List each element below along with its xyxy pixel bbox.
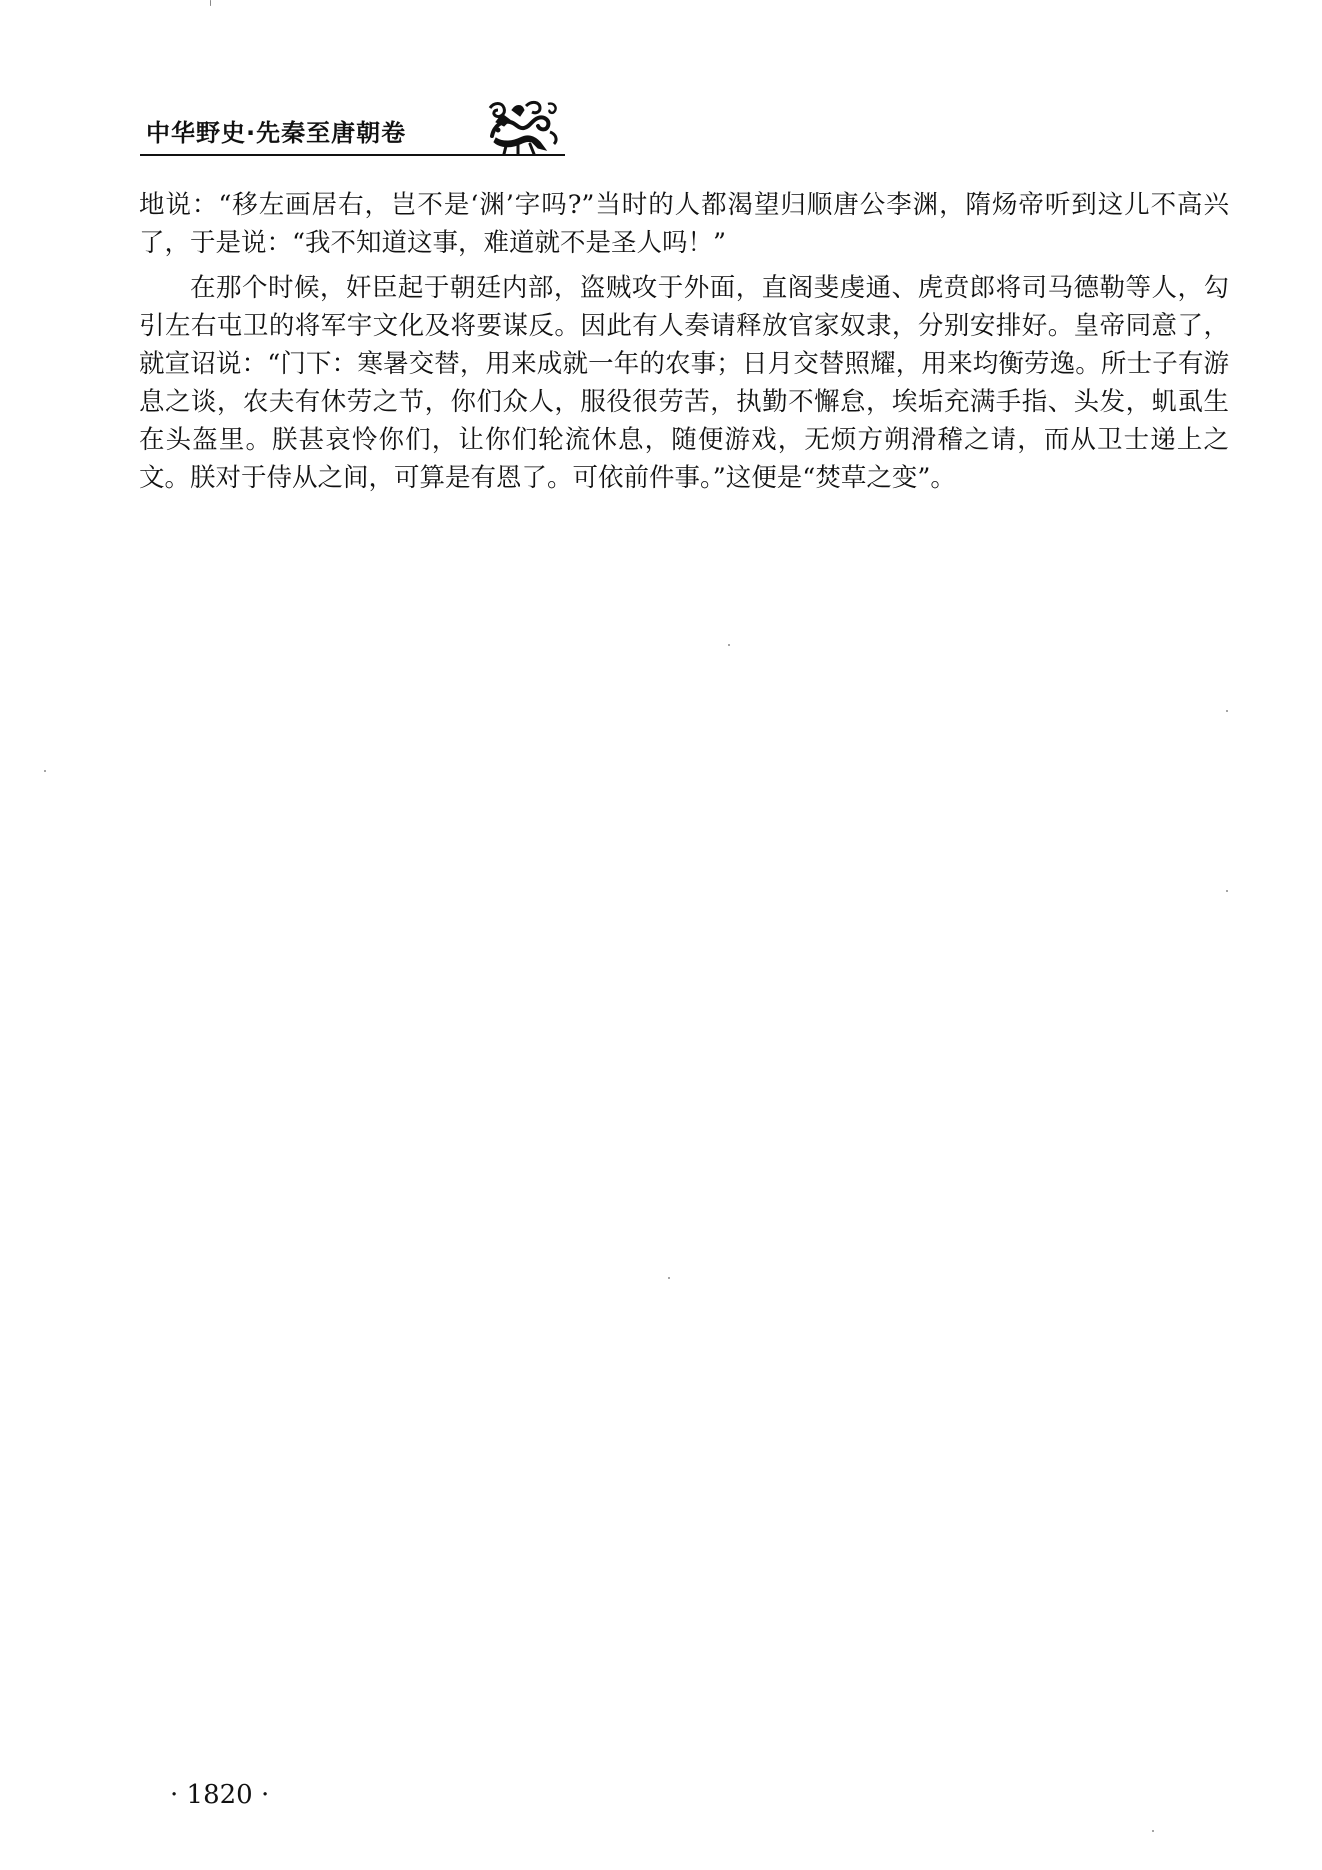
scan-speck	[1152, 1830, 1154, 1832]
scan-speck	[668, 1277, 670, 1279]
scan-speck	[728, 644, 730, 646]
scan-speck	[210, 0, 211, 6]
scan-speck	[1226, 890, 1228, 892]
header-rule	[140, 154, 565, 156]
page-number: · 1820 ·	[170, 1780, 270, 1810]
running-header	[140, 96, 580, 160]
paragraph-continued: 地说：“移左画居右，岂不是‘渊’字吗?”当时的人都渴望归顺唐公李渊，隋炀帝听到这儿不高兴了，于是说：“我不知道这事，难道就不是圣人吗！”	[139, 190, 1229, 258]
dragon-emblem-icon	[482, 96, 562, 156]
book-title: 中华野史·先秦至唐朝卷	[146, 119, 407, 147]
paragraph: 在那个时候，奸臣起于朝廷内部，盗贼攻于外面，直阁斐虔通、虎贲郎将司马德勒等人，勾引左右屯卫的将军宇文化及将要谋反。因此有人奏请释放官家奴隶，分别安排好。皇帝同意了，就宣诏说：“门下：寒暑交替，用来成就一年的农事；日月交替照耀，用来均衡劳逸。所士子有游息之谈，农夫有休劳之节，你们众人，服役很劳苦，执勤不懈怠，埃垢充满手指、头发，虮虱生在头盔里。朕甚哀怜你们，让你们轮流休息，随便游戏，无烦方朔滑稽之请，而从卫士递上之文。朕对于侍从之间，可算是有恩了。可依前件事。”这便是“焚草之变”。	[139, 273, 1229, 493]
body-text	[139, 186, 1229, 497]
scan-speck	[44, 770, 46, 772]
scan-speck	[1226, 710, 1228, 712]
